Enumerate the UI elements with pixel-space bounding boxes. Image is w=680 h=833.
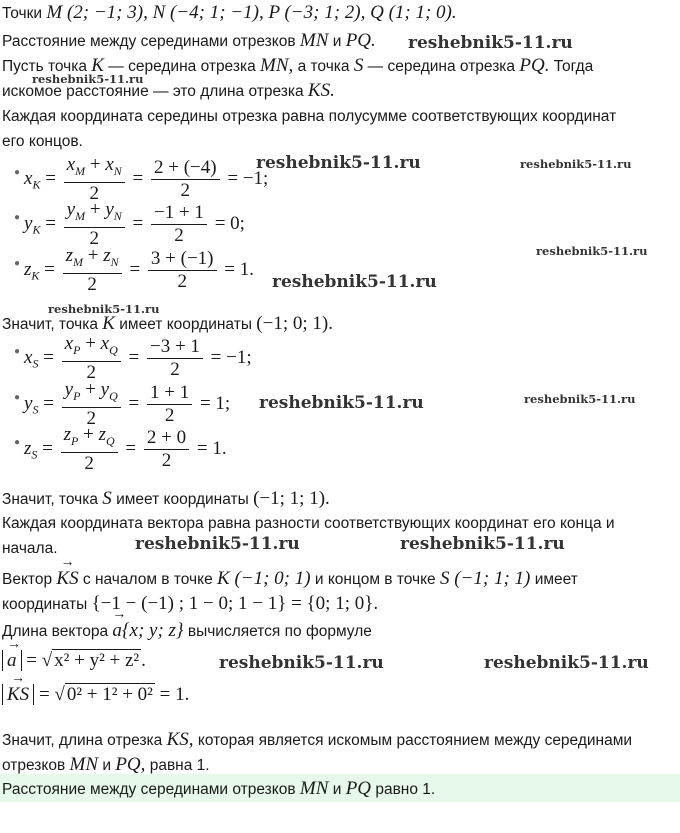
vector-rule-2: начала. [2,540,58,557]
distance-line: искомое расстояние — это длина отрезка KS. [2,80,335,101]
s-z-formula: $z_S$ = $\frac{z_P + z_Q}{2}$ = $\frac{2 + 0}{2}$ = 1. [24,424,227,474]
k-x-formula: $x_K$ = $\frac{x_M + x_N}{2}$ = $\frac{2 + (-4)}{2}$ = −1; [24,154,269,204]
s-y-formula: $y_S$ = $\frac{y_P + y_Q}{2}$ = $\frac{1 + 1}{2}$ = 1; [24,379,231,429]
watermark: reshebnik5-11.ru [256,153,421,173]
vector-ks-line: Вектор → KS с началом в точке K (−1; 0; 1) и концом в точке S (−1; 1; 1) имеет [2,568,578,590]
vector-rule-1: Каждая координата вектора равна разности соответствующих координат его конца и [2,515,615,532]
k-z-formula: $z_K$ = $\frac{z_M + z_N}{2}$ = $\frac{3 + (-1)}{2}$ = 1. [24,245,254,295]
s-coords-line: Значит, точка S имеет координаты (−1; 1; 1). [2,488,330,509]
watermark: reshebnik5-11.ru [48,302,160,316]
watermark: reshebnik5-11.ru [259,393,424,413]
vector-coords-line: координаты {−1 − (−1) ; 1 − 0; 1 − 1} = {0; 1; 0}. [2,593,379,614]
bullet: ● [14,437,21,448]
watermark: reshebnik5-11.ru [536,244,648,258]
watermark: reshebnik5-11.ru [484,653,649,673]
length-formula: → a = √ x² + y² + z² . [2,650,146,672]
bullet: ● [14,212,21,223]
bullet: ● [14,346,21,357]
midpoint-rule-1: Каждая координата середины отрезка равна полусумме соответствующих координат [2,108,617,125]
s-x-formula: $x_S$ = $\frac{x_P + x_Q}{2}$ = $\frac{-3 + 1}{2}$ = −1; [24,333,252,383]
let-line: Пусть точка K — середина отрезка MN, а точка S — середина отрезка PQ. Тогда [2,55,594,76]
points-line: Точки M (2; −1; 3), N (−4; 1; −1), P (−3; 1; 2), Q (1; 1; 0). [2,2,457,23]
bullet: ● [14,392,21,403]
watermark: reshebnik5-11.ru [219,653,384,673]
bullet: ● [14,167,21,178]
watermark: reshebnik5-11.ru [520,157,632,171]
conclusion-1: Значит, длина отрезка KS, которая является искомым расстоянием между серединами [2,729,633,750]
watermark: reshebnik5-11.ru [135,534,300,554]
midpoint-rule-2: его концов. [2,133,83,150]
k-y-formula: $y_K$ = $\frac{y_M + y_N}{2}$ = $\frac{-1 + 1}{2}$ = 0; [24,199,245,249]
watermark: reshebnik5-11.ru [408,33,573,53]
watermark: reshebnik5-11.ru [400,534,565,554]
watermark: reshebnik5-11.ru [32,72,144,86]
ks-length-formula: → KS = √ 0² + 1² + 0² = 1. [2,684,189,706]
watermark: reshebnik5-11.ru [272,272,437,292]
bullet: ● [14,258,21,269]
vector-length-line: Длина вектора → a{x; y; z} вычисляется по формуле [2,620,372,642]
conclusion-2: отрезков MN и PQ, равна 1. [2,754,210,775]
watermark: reshebnik5-11.ru [524,392,636,406]
problem-statement: Расстояние между серединами отрезков MN и PQ. [2,30,376,51]
k-coords-line: Значит, точка K имеет координаты (−1; 0; 1). [2,313,333,334]
answer-line: Расстояние между серединами отрезков MN и PQ равно 1. [2,778,436,799]
